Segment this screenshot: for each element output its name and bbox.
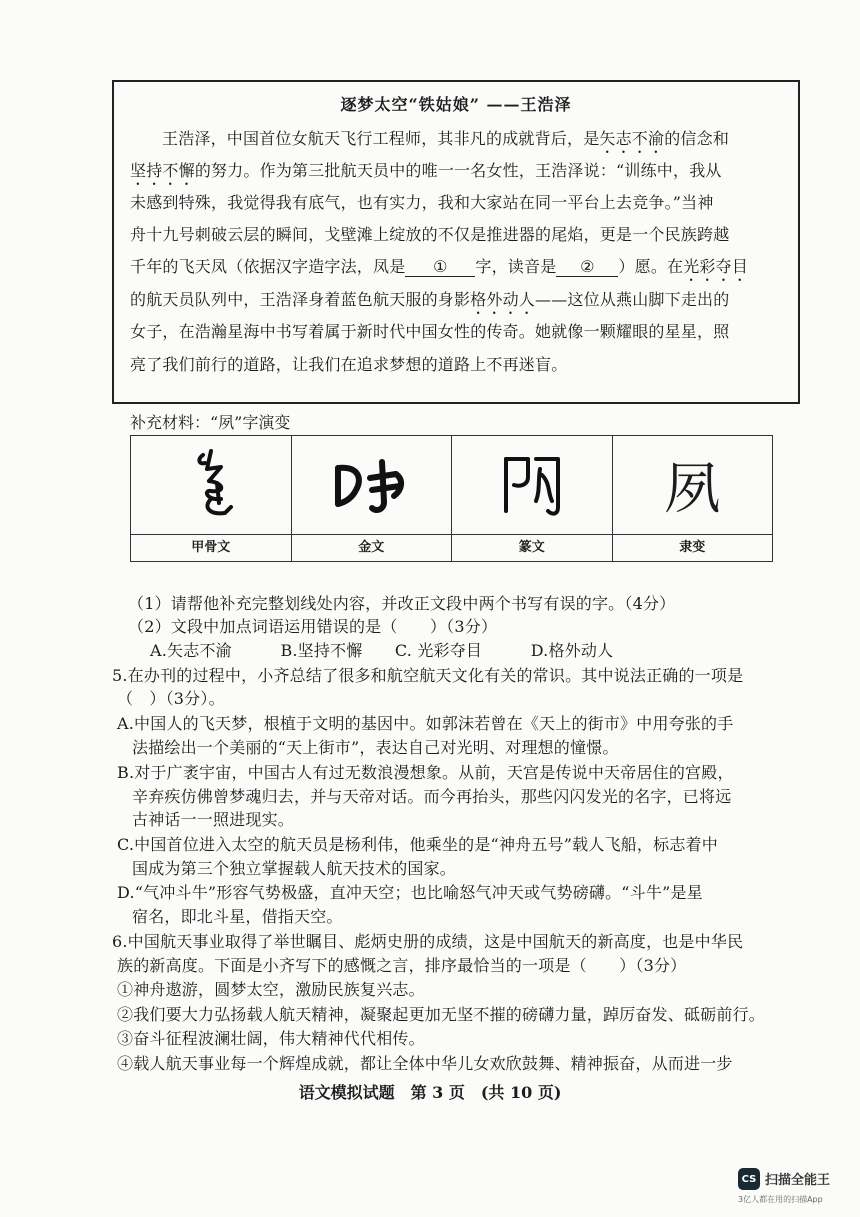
article-text: 的航天员队列中，王浩泽身着蓝色航天服的身影 (130, 290, 471, 309)
scanner-watermark (738, 1166, 850, 1206)
article-text: ——这位从燕山脚下走出的 (535, 290, 730, 309)
dotted-phrase: 坚持 (130, 161, 163, 180)
dotted-phrase: 光彩夺目 (683, 257, 749, 276)
question-6-item-2: ②我们要大力弘扬载人航天精神，凝聚起更加无坚不摧的磅礴力量，踔厉奋发、砥砺前行。 (117, 1005, 766, 1024)
article-text: 的信念和 (664, 129, 730, 148)
fill-in-blank: ② (556, 257, 618, 277)
article-text: ）愿。在 (618, 257, 684, 276)
article-line (130, 158, 786, 189)
page-footer: 语文模拟试题 第 3 页 (共 10 页) (298, 1083, 562, 1102)
question-5-option-b: B.对于广袤宇宙，中国古人有过无数浪漫想象。从前，天宫是传说中天帝居住的宫殿， (117, 763, 734, 782)
question-5-option-a-cont: 法描绘出一个美丽的“天上街市”，表达自己对光明、对理想的憧憬。 (132, 738, 619, 757)
fill-in-blank: ① (405, 257, 475, 277)
question-5-option-a: A.中国人的飞天梦，根植于文明的基因中。如郭沫若曾在《天上的街市》中用夸张的手 (117, 714, 734, 733)
question-5-stem-cont: （ ）（3分）。 (117, 689, 225, 708)
article-line (130, 319, 786, 342)
dotted-phrase: 矢志不渝 (599, 129, 665, 148)
evolution-cell-jiaguwen (131, 436, 292, 561)
question-6-item-4: ④载人航天事业每一个辉煌成就，都让全体中华儿女欢欣鼓舞、精神振奋，从而进一步 (117, 1054, 733, 1073)
question-5-stem: 5.在办刊的过程中，小齐总结了很多和航空航天文化有关的常识。其中说法正确的一项是 (112, 666, 744, 685)
article-text: 女子，在浩瀚星海中书写着属于新时代中国女性的传奇。她就像一颗耀眼的星星，照 (130, 322, 730, 341)
article-line (130, 190, 786, 213)
watermark-tagline: 3亿人都在用的扫描App (738, 1195, 823, 1204)
question-5-option-d-cont: 宿名，即北斗星，借指天空。 (132, 907, 343, 926)
camscanner-logo-icon: CS (738, 1168, 760, 1190)
zhuanwen-glyph (452, 436, 612, 534)
question-5-option-d: D.“气冲斗牛”形容气势极盛，直冲天空；也比喻怒气冲天或气势磅礴。“斗牛”是星 (117, 883, 703, 902)
question-5-option-b-cont2: 古神话一一照进现实。 (132, 810, 295, 829)
character-evolution-table (130, 435, 773, 562)
question-5-option-c: C.中国首位进入太空的航天员是杨利伟，他乘坐的是“神舟五号”载人飞船，标志着中 (117, 835, 718, 854)
article-line (162, 126, 818, 157)
caption-zhuanwen: 篆文 (452, 534, 612, 561)
evolution-cell-zhuanwen (452, 436, 613, 561)
caption-jiaguwen: 甲骨文 (131, 534, 291, 561)
jiaguwen-glyph (131, 436, 291, 534)
question-4-2-options: A.矢志不渝 B.坚持不懈 C. 光彩夺目 D.格外动人 (150, 641, 614, 660)
question-5-option-c-cont: 国成为第三个独立掌握载人航天技术的国家。 (132, 859, 457, 878)
evolution-cell-jinwen (292, 436, 453, 561)
evolution-cell-libian (613, 436, 773, 561)
dotted-phrase: 不懈 (162, 161, 195, 180)
article-text: 字，读音是 (475, 257, 557, 276)
article-text: 亮了我们前行的道路，让我们在追求梦想的道路上不再迷盲。 (130, 355, 568, 374)
question-4-2: （2）文段中加点词语运用错误的是（ ）（3分） (128, 617, 498, 636)
question-4-1: （1）请帮他补充完整划线处内容，并改正文段中两个书写有误的字。（4分） (128, 594, 676, 613)
question-6-stem: 6.中国航天事业取得了举世瞩目、彪炳史册的成绩，这是中国航天的新高度，也是中华民 (112, 932, 744, 951)
article-box (112, 80, 800, 404)
dotted-phrase: 格外动人 (470, 290, 536, 309)
question-6-item-3: ③奋斗征程波澜壮阔，伟大精神代代相传。 (117, 1029, 425, 1048)
libian-glyph: 夙 (664, 457, 721, 522)
watermark-app-name: 扫描全能王 (765, 1173, 831, 1188)
supplement-label: 补充材料：“夙”字演变 (130, 413, 291, 432)
caption-jinwen: 金文 (292, 534, 452, 561)
question-6-stem-cont: 族的新高度。下面是小齐写下的感慨之言，排序最恰当的一项是（ ）（3分） (117, 956, 687, 975)
article-text: 王浩泽，中国首位女航天飞行工程师，其非凡的成就背后，是 (162, 129, 600, 148)
question-5-option-b-cont1: 辛弃疾仿佛曾梦魂归去，并与天帝对话。而今再抬头，那些闪闪发光的名字，已将远 (132, 787, 732, 806)
article-line (130, 352, 786, 375)
article-text: 的努力。作为第三批航天员中的唯一一名女性，王浩泽说：“训练中，我从 (194, 161, 722, 180)
article-text: 千年的飞天凤（依据汉字造字法，凤是 (130, 257, 406, 276)
article-line (130, 222, 786, 245)
article-text: 舟十九号刺破云层的瞬间，戈壁滩上绽放的不仅是推进器的尾焰，更是一个民族跨越 (130, 225, 730, 244)
article-title: 逐梦太空“铁姑娘” ——王浩泽 (340, 95, 572, 114)
article-text: 未感到特殊，我觉得我有底气，也有实力，我和大家站在同一平台上去竞争。”当神 (130, 193, 714, 212)
jinwen-glyph (292, 436, 452, 534)
article-line (130, 254, 786, 285)
question-6-item-1: ①神舟遨游，圆梦太空，激励民族复兴志。 (117, 980, 425, 999)
article-line (130, 287, 786, 318)
caption-libian: 隶变 (613, 534, 773, 561)
